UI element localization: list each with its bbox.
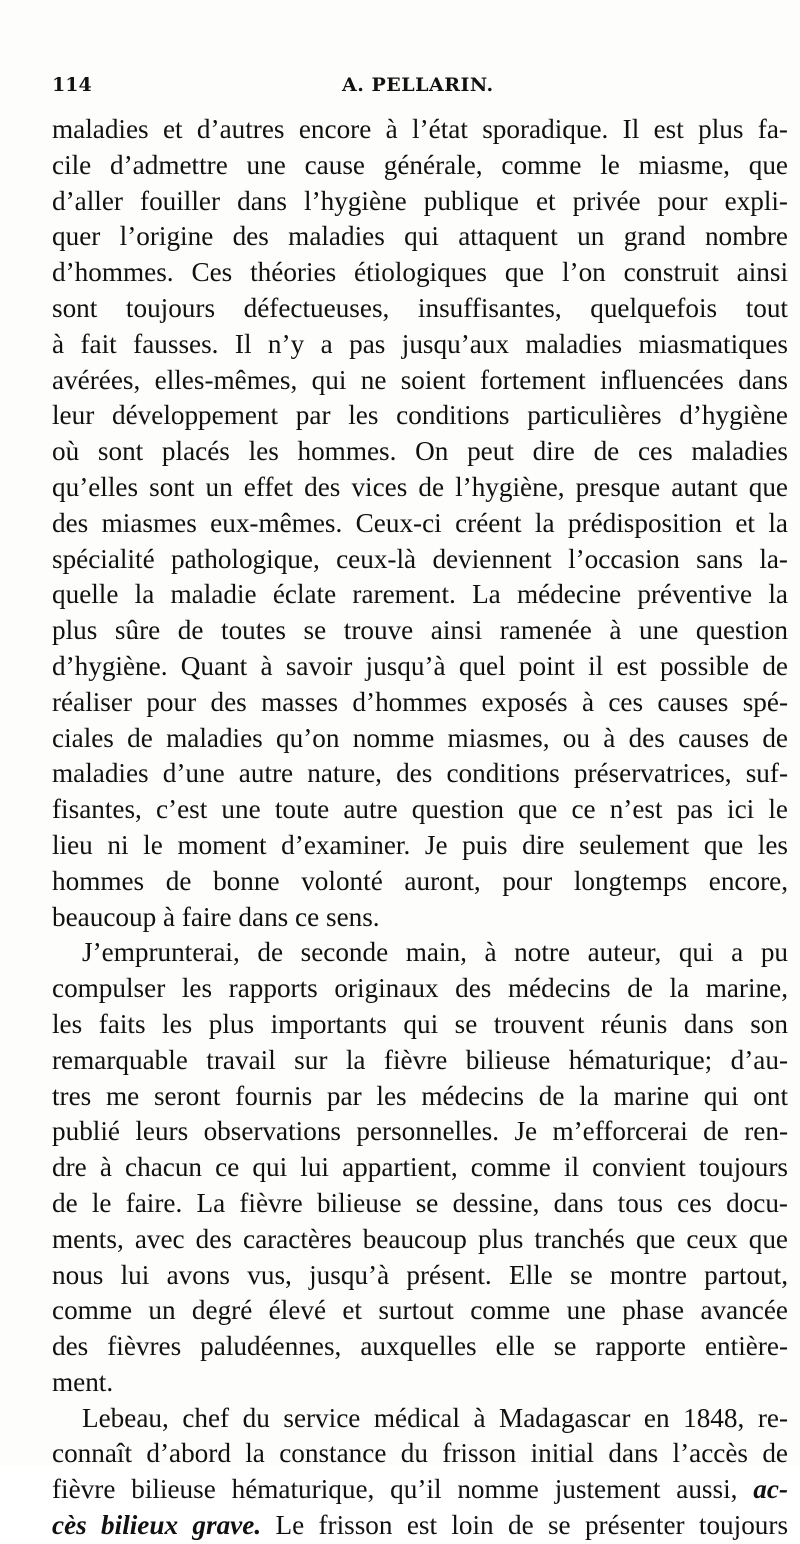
text-line: maladies et d’autres encore à l’état sporadique. Il est plus fa- <box>52 114 788 144</box>
text-line: leur développement par les conditions particulières d’hygiène <box>52 400 788 431</box>
text-line: dre à chacun ce qui lui appartient, comme il convient toujours <box>52 1152 788 1183</box>
text-line <box>52 1508 788 1544</box>
text-line: nous lui avons vus, jusqu’à présent. Elle se montre partout, <box>52 1259 788 1290</box>
text-line: à fait fausses. Il n’y a pas jusqu’aux maladies miasmatiques <box>52 328 788 359</box>
text-line: cile d’admettre une cause générale, comme le miasme, que <box>52 149 788 180</box>
text-line: quer l’origine des maladies qui attaquent un grand nombre <box>52 221 788 252</box>
text-line: plus sûre de toutes se trouve ainsi ramenée à une question <box>52 615 788 646</box>
text-line: beaucoup à faire dans ce sens. <box>52 901 380 932</box>
text-line: quelle la maladie éclate rarement. La médecine préventive la <box>52 579 788 610</box>
text-line: avérées, elles-mêmes, qui ne soient fortement influencées dans <box>52 364 788 395</box>
body-text <box>52 112 788 1544</box>
running-head <box>52 74 788 104</box>
text-line: des miasmes eux-mêmes. Ceux-ci créent la prédisposition et la <box>52 507 788 538</box>
running-title: A. PELLARIN. <box>342 74 494 96</box>
text-line: des fièvres paludéennes, auxquelles elle se rapporte entière- <box>52 1331 788 1362</box>
line-text: fièvre bilieuse hématurique, qu’il nomme justement aussi, <box>52 1474 738 1505</box>
line-text: Le frisson est loin de se présenter toujours <box>275 1510 788 1541</box>
text-line: tres me seront fournis par les médecins de la marine qui ont <box>52 1080 788 1111</box>
text-line: réaliser pour des masses d’hommes exposés à ces causes spé- <box>52 686 788 717</box>
text-line: sont toujours défectueuses, insuffisantes, quelquefois tout <box>52 292 788 323</box>
text-line: les faits les plus importants qui se trouvent réunis dans son <box>52 1008 788 1039</box>
text-line: compulser les rapports originaux des médecins de la marine, <box>52 973 788 1004</box>
text-line: qu’elles sont un effet des vices de l’hygiène, presque autant que <box>52 471 788 502</box>
text-line: lieu ni le moment d’examiner. Je puis dire seulement que les <box>52 829 788 860</box>
text-line: ments, avec des caractères beaucoup plus tranchés que ceux que <box>52 1223 788 1254</box>
text-line: d’aller fouiller dans l’hygiène publique et privée pour expli- <box>52 185 788 216</box>
text-line: Lebeau, chef du service médical à Madagascar en 1848, re- <box>82 1402 788 1433</box>
text-line: d’hommes. Ces théories étiologiques que l’on construit ainsi <box>52 257 788 288</box>
page-number: 114 <box>52 74 92 96</box>
italic-phrase: cès bilieux grave. <box>52 1510 262 1541</box>
text-line: maladies d’une autre nature, des conditions préservatrices, suf- <box>52 758 788 789</box>
text-line: fisantes, c’est une toute autre question que ce n’est pas ici le <box>52 794 788 825</box>
text-line: hommes de bonne volonté auront, pour longtemps encore, <box>52 865 788 896</box>
text-line: ment. <box>52 1366 114 1397</box>
text-line: J’emprunterai, de seconde main, à notre auteur, qui a pu <box>82 937 788 968</box>
text-line: publié leurs observations personnelles. Je m’efforcerai de ren- <box>52 1116 788 1147</box>
text-line: où sont placés les hommes. On peut dire de ces maladies <box>52 436 788 467</box>
text-line: ciales de maladies qu’on nomme miasmes, ou à des causes de <box>52 722 788 753</box>
text-line: comme un degré élevé et surtout comme une phase avancée <box>52 1295 788 1326</box>
text-line: de le faire. La fièvre bilieuse se dessine, dans tous ces docu- <box>52 1187 788 1218</box>
text-line: connaît d’abord la constance du frisson initial dans l’accès de <box>52 1438 788 1469</box>
text-line: d’hygiène. Quant à savoir jusqu’à quel point il est possible de <box>52 650 788 681</box>
text-line: remarquable travail sur la fièvre bilieuse hématurique; d’au- <box>52 1044 788 1075</box>
text-line: spécialité pathologique, ceux-là deviennent l’occasion sans la- <box>52 543 788 574</box>
text-line <box>52 1472 788 1508</box>
italic-phrase: ac- <box>753 1474 788 1505</box>
